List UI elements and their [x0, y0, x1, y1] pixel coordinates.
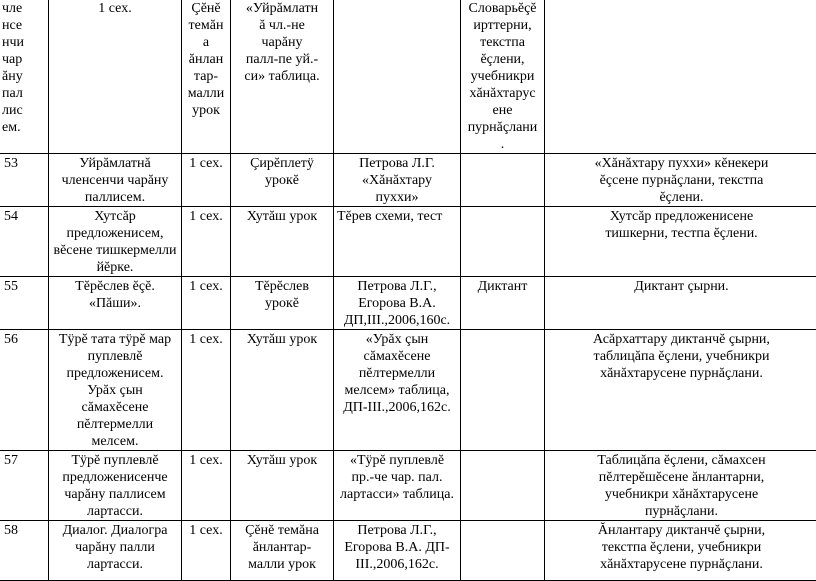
lesson-hours: 1 сех.: [182, 451, 231, 521]
lesson-hours: 1 сех.: [182, 277, 231, 330]
lesson-number: 53: [0, 154, 49, 207]
lesson-hours: 1 сех.: [182, 154, 231, 207]
header-cell-4: [334, 0, 461, 154]
lesson-topic: Тÿрĕ пуплевлĕ предложенисенче чарăну паллисем лартасси.: [49, 451, 182, 521]
lesson-number: 57: [0, 451, 49, 521]
lesson-materials: Петрова Л.Г. «Хăнăхтару пуххи»: [334, 154, 461, 207]
lesson-type: Хутăш урок: [231, 207, 334, 277]
table-row: [0, 277, 816, 330]
table-row: [0, 521, 816, 581]
lesson-homework: Диктант çырни.: [545, 277, 816, 330]
header-cell-3: «Уйрăмлатн ă чл.-не чарăну палл-пе уй.- си» таблица.: [231, 0, 334, 154]
lesson-number: 55: [0, 277, 49, 330]
lesson-type: Хутăш урок: [231, 451, 334, 521]
lesson-control: [461, 330, 545, 451]
lesson-control: [461, 207, 545, 277]
lesson-type: Тĕрĕслев урокĕ: [231, 277, 334, 330]
lesson-materials: «Урăх çын сăмахĕсене пĕлтермелли мелсем» таблица, ДП-III.,2006,162с.: [334, 330, 461, 451]
lesson-homework: Хутсăр предложенисене тишкерни, тестпа ĕçлени.: [545, 207, 816, 277]
lesson-hours: 1 сех.: [182, 207, 231, 277]
lesson-homework: Асăрхаттару диктанчĕ çырни, таблицăпа ĕçлени, учебникри хăнăхтарусене пурнăçлани.: [545, 330, 816, 451]
header-cell-1: 1 сех.: [49, 0, 182, 154]
table-row: [0, 154, 816, 207]
lesson-materials: Петрова Л.Г., Егорова В.А. ДП- III.,2006,162с.: [334, 521, 461, 581]
lesson-homework: «Хăнăхтару пуххи» кĕнекери ĕçсене пурнăçлани, текстпа ĕçлени.: [545, 154, 816, 207]
header-cell-0: чле нсе нчи чар ăну пал лис ем.: [0, 0, 49, 154]
table-row: [0, 451, 816, 521]
lesson-number: 56: [0, 330, 49, 451]
lesson-topic: Хутсăр предложенисем, вĕсене тишкермелли йĕрке.: [49, 207, 182, 277]
table-row: [0, 207, 816, 277]
lesson-number: 58: [0, 521, 49, 581]
lesson-type: Çирĕплетÿ урокĕ: [231, 154, 334, 207]
header-cell-2: Çĕнĕ темăн а ăнлан тар- малли урок: [182, 0, 231, 154]
table-row: [0, 330, 816, 451]
lesson-control: Диктант: [461, 277, 545, 330]
lesson-homework: Таблицăпа ĕçлени, сăмахсен пĕлтерĕшĕсене ăнлантарни, учебникри хăнăхтарусене пурнăçлани.: [545, 451, 816, 521]
lesson-hours: 1 сех.: [182, 521, 231, 581]
lesson-homework: Ăнлантару диктанчĕ çырни, текстпа ĕçлени, учебникри хăнăхтарусене пурнăçлани.: [545, 521, 816, 581]
lesson-control: [461, 154, 545, 207]
lesson-topic: Тĕрĕслев ĕçĕ. «Пăши».: [49, 277, 182, 330]
lesson-materials: Тĕрев схеми, тест: [334, 207, 461, 277]
header-row: [0, 0, 816, 154]
lesson-materials: Петрова Л.Г., Егорова В.А. ДП,III.,2006,160с.: [334, 277, 461, 330]
lesson-topic: Диалог. Диалогра чарăну палли лартасси.: [49, 521, 182, 581]
lesson-type: Хутăш урок: [231, 330, 334, 451]
lesson-hours: 1 сех.: [182, 330, 231, 451]
lesson-type: Çĕнĕ темăна ăнлантар- малли урок: [231, 521, 334, 581]
header-cell-6: [545, 0, 816, 154]
lesson-number: 54: [0, 207, 49, 277]
lesson-control: [461, 451, 545, 521]
lesson-topic: Тÿрĕ тата тÿрĕ мар пуплевлĕ предложенисем. Урăх çын сăмахĕсене пĕлтермелли мелсем.: [49, 330, 182, 451]
lesson-topic: Уйрăмлатнă членсенчи чарăну паллисем.: [49, 154, 182, 207]
lesson-control: [461, 521, 545, 581]
lesson-materials: «Тÿрĕ пуплевлĕ пр.-че чар. пал. лартасси» таблица.: [334, 451, 461, 521]
header-cell-5: Словарьĕçĕ ирттерни, текстпа ĕçлени, учебникри хăнăхтарус ене пурнăçлани .: [461, 0, 545, 154]
